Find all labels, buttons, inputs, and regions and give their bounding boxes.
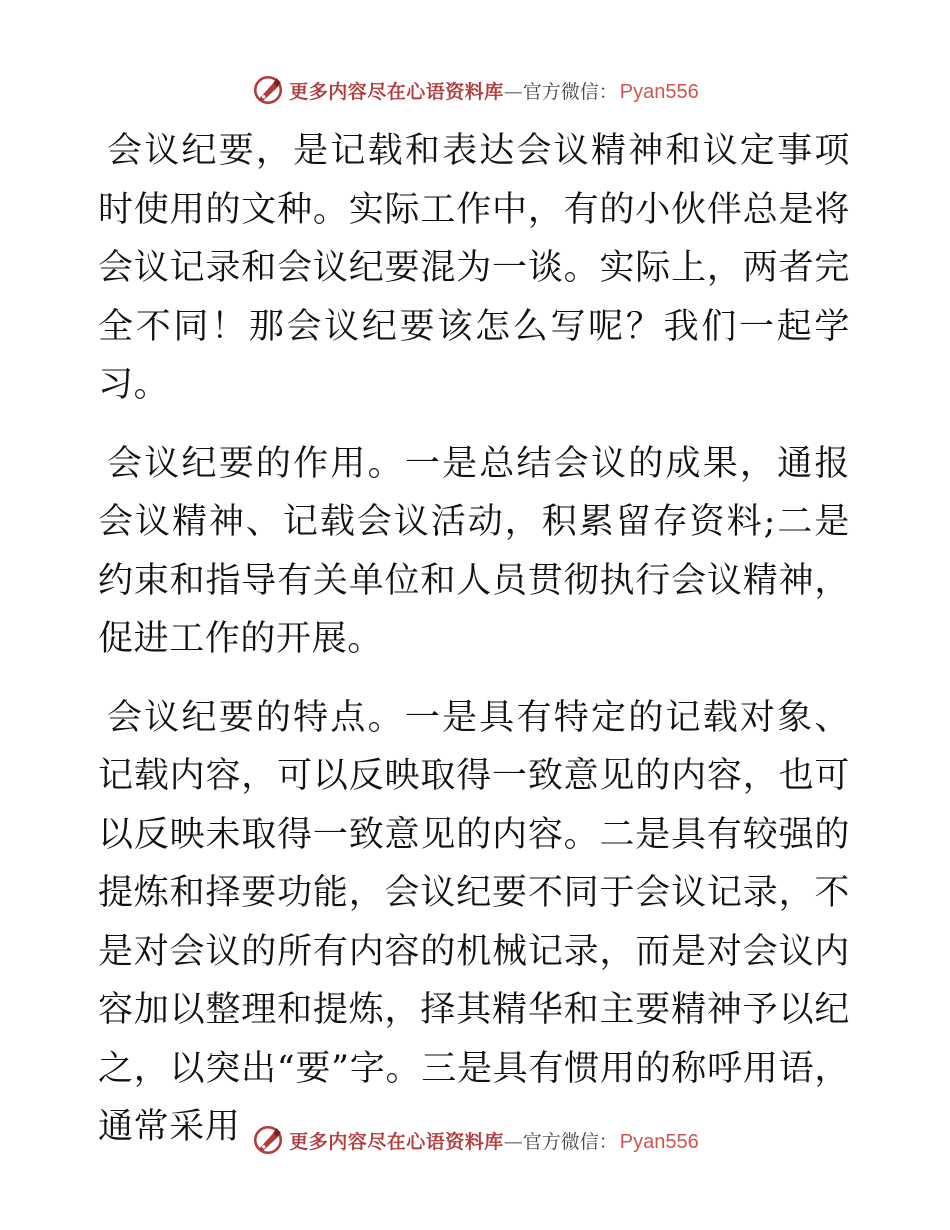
header-banner (289, 77, 699, 104)
footer-wechat-id: Pyan556 (619, 1130, 699, 1153)
paragraph-function: 会议纪要的作用。一是总结会议的成果，通报会议精神、记载会议活动，积累留存资料;二是约束和指导有关单位和人员贯彻执行会议精神，促进工作的开展。 (98, 443, 850, 659)
pen-nib-logo-icon (251, 73, 285, 107)
header-separator: — (503, 80, 523, 103)
document-body (98, 122, 850, 1157)
header-brand-text: 更多内容尽在心语资料库 (289, 80, 504, 103)
paragraph-features: 会议纪要的特点。一是具有特定的记载对象、记载内容，可以反映取得一致意见的内容，也可以反映未取得一致意见的内容。二是具有较强的提炼和择要功能，会议纪要不同于会议记录，不是对会议的所有内容的机械记录，而是对会议内容加以整理和提炼，择其精华和主要精神予以纪之，以突出“要”字。三是具有惯用的称呼用语，通常采用 (98, 697, 850, 1147)
page-footer (0, 1120, 950, 1160)
pen-nib-logo-icon (251, 1123, 285, 1157)
paragraph-intro: 会议纪要，是记载和表达会议精神和议定事项时使用的文种。实际工作中，有的小伙伴总是将会议记录和会议纪要混为一谈。实际上，两者完全不同！那会议纪要该怎么写呢？我们一起学习。 (98, 131, 850, 405)
page-header (0, 70, 950, 110)
footer-banner (289, 1127, 699, 1154)
footer-brand-text: 更多内容尽在心语资料库 (289, 1130, 504, 1153)
footer-wechat-label: 官方微信： (522, 1130, 618, 1153)
header-wechat-label: 官方微信： (522, 80, 618, 103)
header-wechat-id: Pyan556 (619, 80, 699, 103)
footer-separator: — (503, 1130, 523, 1153)
